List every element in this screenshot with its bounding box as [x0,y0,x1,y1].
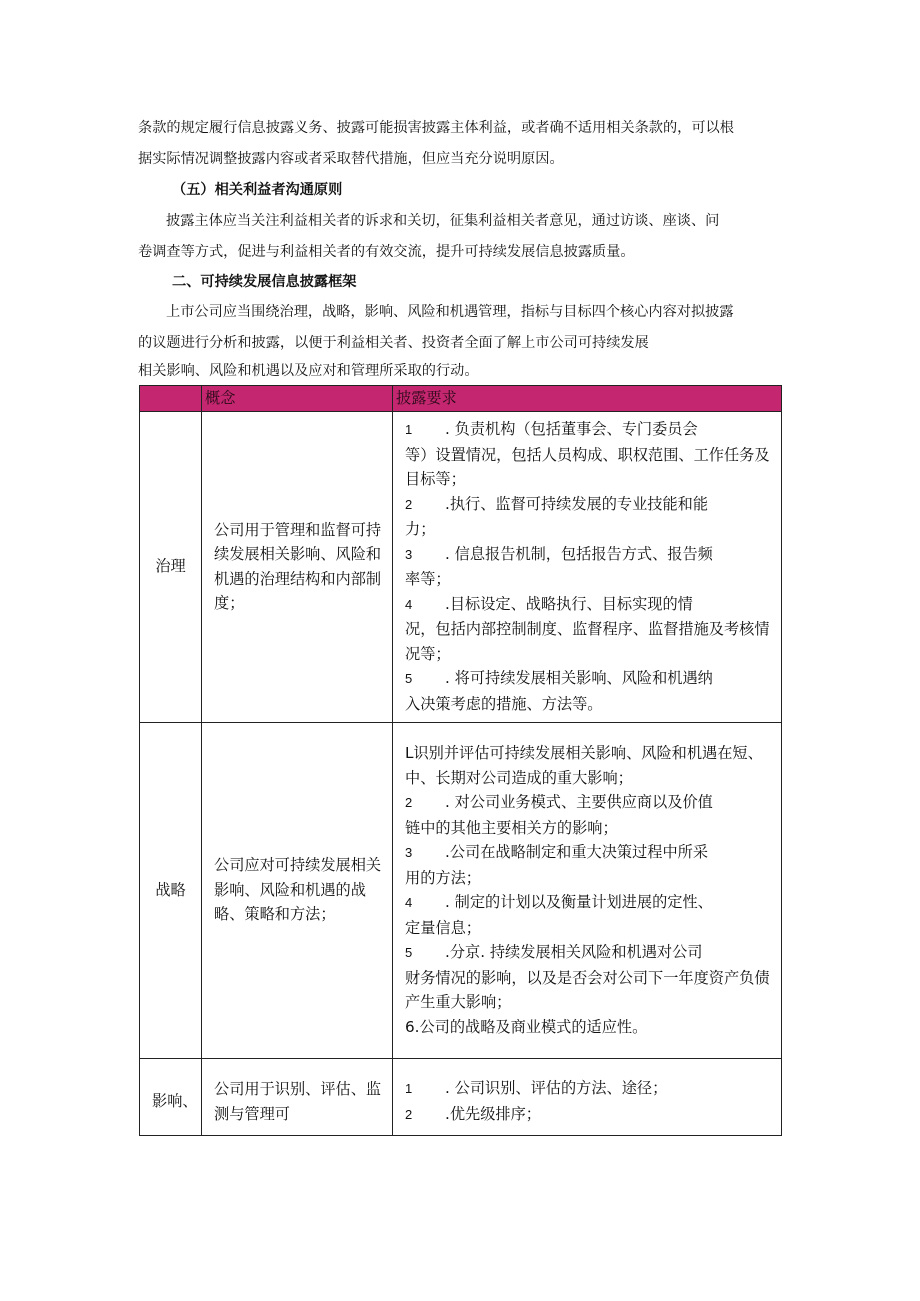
intro-line-2: 据实际情况调整披露内容或者采取替代措施，但应当充分说明原因。 [138,151,564,167]
requirements-governance [393,411,782,722]
req-item-first: L识别并评估可持续发展相关影响、风险和机遇在短、中、长期对公司造成的重大影响； [405,744,763,787]
requirements-strategy [393,722,782,1058]
concept-strategy: 公司应对可持续发展相关影响、风险和机遇的战略、策略和方法； [202,722,393,1058]
item-text: .分京. 持续发展相关风险和机遇对公司 [445,943,703,961]
item-text: . 对公司业务模式、主要供应商以及价值 [445,793,713,811]
framework-paragraph-tail [138,359,784,383]
item-number: 3 [405,845,413,860]
section-5-line-1: 披露主体应当关注利益相关者的诉求和关切，征集利益相关者意见，通过访谈、座谈、问 [166,213,720,229]
item-text: . 将可持续发展相关影响、风险和机遇纳 [445,669,713,687]
req-item [405,666,771,716]
item-text-cont: 等）设置情况，包括人员构成、职权范围、工作任务及目标等； [405,445,770,488]
req-item [405,1076,771,1102]
requirements-impact [393,1058,782,1135]
req-item [405,790,771,840]
item-text: . 制定的计划以及衡量计划进展的定性、 [445,893,713,911]
item-number: 3 [405,546,413,562]
item-text-cont: 率等； [405,570,451,588]
item-number: 4 [405,596,413,612]
topic-strategy: 战略 [140,722,202,1058]
item-text-cont: 入决策考虑的措施、方法等。 [405,694,603,713]
topic-governance: 治理 [140,411,202,722]
item-text: .执行、监督可持续发展的专业技能和能 [445,494,709,513]
item-text-cont: 用的方法； [405,868,481,887]
item-text: .优先级排序； [445,1104,541,1123]
item-number: 4 [405,895,413,910]
item-text: . 负责机构（包括董事会、专门委员会 [445,420,698,438]
req-item [405,890,771,940]
item-text: . 信息报告机制，包括报告方式、报告频 [445,544,713,563]
req-item [405,542,771,592]
framework-paragraph [138,297,784,359]
header-concept: 概念 [202,386,393,412]
req-item [405,592,771,667]
req-item [405,840,771,890]
table-header-row [140,386,782,412]
disclosure-table [139,385,782,1136]
item-text-cont: 力； [405,520,436,538]
framework-line-2: 的议题进行分析和披露，以便于利益相关者、投资者全面了解上市公司可持续发展 [138,335,649,351]
header-blank-cell [140,386,202,412]
table-row-governance [140,411,782,722]
header-requirement: 披露要求 [393,386,782,412]
req-item [405,1102,771,1128]
framework-heading: 二、可持续发展信息披露框架 [172,274,357,290]
intro-line-1: 条款的规定履行信息披露义务、披露可能损害披露主体利益，或者确不适用相关条款的，可以根 [138,120,734,136]
framework-line-3: 相关影响、风险和机遇以及应对和管理所采取的行动。 [138,363,479,379]
intro-paragraph [138,113,784,175]
section-5-paragraph [138,206,784,268]
item-text-cont: 财务情况的影响，以及是否会对公司下一年度资产负债产生重大影响； [405,968,770,1011]
table-row-strategy [140,722,782,1058]
item-number: 2 [405,496,413,512]
item-number: 2 [405,1106,413,1122]
item-text-cont: 链中的其他主要相关方的影响； [405,818,618,837]
item-text: .公司在战略制定和重大决策过程中所采 [445,843,709,861]
item-text-cont: 况，包括内部控制制度、监督程序、监督措施及考核情况等； [405,620,770,663]
req-item [405,940,771,1015]
table-row-impact [140,1058,782,1135]
topic-impact [140,1058,202,1135]
req-item-last: 6.公司的战略及商业模式的适应性。 [405,1017,648,1036]
item-number: 5 [405,671,413,686]
item-text: . 公司识别、评估的方法、途径； [445,1079,668,1097]
item-number: 1 [405,422,413,437]
item-number: 5 [405,945,413,960]
section-5-line-2: 卷调查等方式，促进与利益相关者的有效交流，提升可持续发展信息披露质量。 [138,244,635,260]
req-item [405,492,771,542]
concept-governance: 公司用于管理和监督可持续发展相关影响、风险和机遇的治理结构和内部制度； [202,411,393,722]
framework-line-1: 上市公司应当围绕治理，战略，影响、风险和机遇管理，指标与目标四个核心内容对拟披露 [166,304,734,320]
req-item [405,417,771,492]
topic-impact-text: 影响、 [152,1092,198,1111]
section-5-heading: （五）相关利益者沟通原则 [172,182,343,198]
item-text-cont: 定量信息； [405,918,481,937]
item-text: .目标设定、战略执行、目标实现的情 [445,594,693,613]
item-number: 2 [405,795,413,810]
concept-impact: 公司用于识别、评估、监测与管理可 [202,1058,393,1135]
item-number: 1 [405,1081,413,1096]
